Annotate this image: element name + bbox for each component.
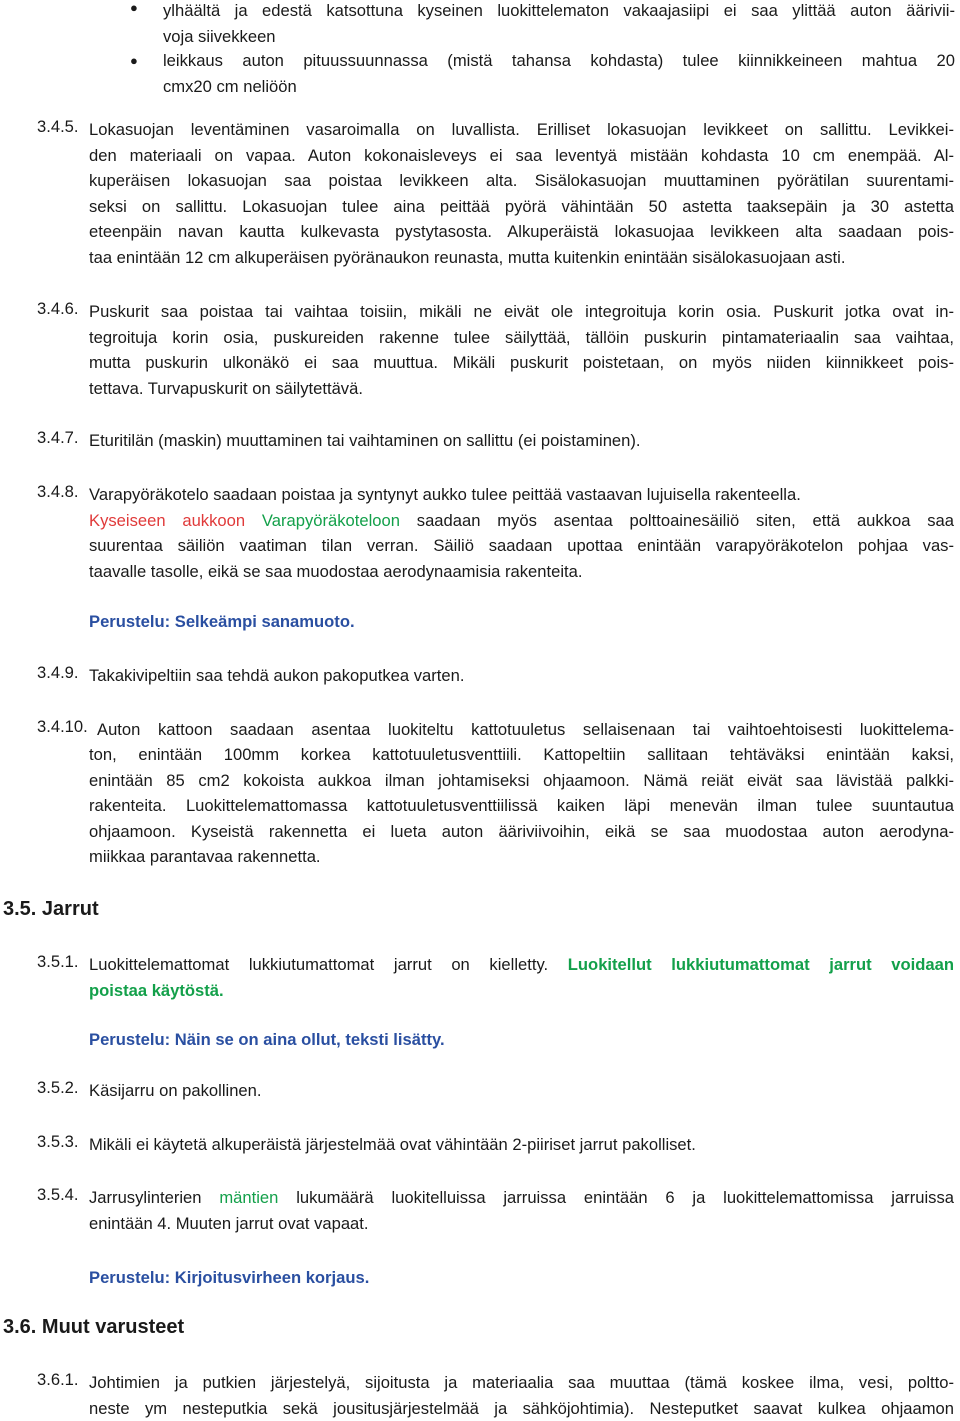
section-3-4-7-text: Eturitilän (maskin) muuttaminen tai vaihtaminen on sallittu (ei poistaminen). <box>89 431 641 450</box>
section-3-4-8-text: Varapyöräkotelo saadaan poistaa ja syntynyt aukko tulee peittää vastaavan lujuisella rakenteella. Kyseiseen aukkoon Varapyöräkoteloon saadaan myös asentaa polttoainesäiliö siten, että aukkoa saa suurentaa säiliön vaatiman tilan verran. Säiliö saadaan upottaa enintään varapyöräkotelon pohjaa vas- taavalle tasolle, eikä se saa muodostaa aerodynaamisia rakenteita. <box>89 485 954 581</box>
section-number: 3.4.8. <box>37 482 79 501</box>
bullet-item <box>0 48 960 100</box>
section-3-5-3-text: Mikäli ei käytetä alkuperäistä järjestelmää ovat vähintään 2-piiriset jarrut pakolliset. <box>89 1135 696 1154</box>
section-number: 3.5.3. <box>37 1132 79 1151</box>
rationale-note: Perustelu: Näin se on aina ollut, teksti lisätty. <box>89 1030 445 1049</box>
section-3-5-1-text: Luokittelemattomat lukkiutumattomat jarrut on kielletty. Luokitellut lukkiutumattomat jarrut voidaan poistaa käytöstä. <box>89 952 954 1003</box>
bullet-item <box>0 0 960 51</box>
deleted-text: Kyseiseen aukkoon <box>89 510 246 530</box>
inserted-text: Varapyöräkoteloon <box>261 510 400 530</box>
section-3-4-9-text: Takakivipeltiin saa tehdä aukon pakoputkea varten. <box>89 666 465 685</box>
section-3-4-10-text-cont: ton, enintään 100mm korkea kattotuuletusventtiili. Kattopeltiin sallitaan tehtäväksi enintään kaksi, enintään 85 cm2 kokoista aukkoa ilman johtamiseksi ohjaamoon. Nämä reiät eivät saa lävistää palkki- rakenteita. Luokittelemattomassa kattotuuletusventtiilissä kaiken läpi menevän ilman tulee suuntautua ohjaamoon. Kyseistä rakennetta ei lueta auton ääriviivoihin, eikä se saa muodostaa auton aerodyna- miikkaa parantavaa rakennetta. <box>89 745 954 867</box>
section-3-4-6-text: Puskurit saa poistaa tai vaihtaa toisiin, mikäli ne eivät ole integroituja korin osia. Puskurit jotka ovat in- tegroituja korin osia, puskureiden rakenne tulee säilyttää, tällöin puskurin pintamateriaalin saa vaihtaa, mutta puskurin ulkonäkö ei saa muuttua. Mikäli puskurit poistetaan, on myös niiden kiinnikkeet pois- tettava. Turvapuskurit on säilytettävä. <box>89 302 954 398</box>
rationale-note: Perustelu: Kirjoitusvirheen korjaus. <box>89 1268 370 1287</box>
section-number: 3.5.4. <box>37 1185 79 1204</box>
inserted-text: Luokitellut lukkiutumattomat jarrut voidaan <box>567 955 954 974</box>
section-number: 3.4.10. <box>37 717 88 736</box>
section-number: 3.4.7. <box>37 428 79 447</box>
inserted-text: mäntien <box>219 1188 279 1207</box>
inserted-text: poistaa käytöstä. <box>89 980 224 1000</box>
bullet-icon: ● <box>130 53 138 68</box>
section-number: 3.4.6. <box>37 299 79 318</box>
section-number: 3.6.1. <box>37 1370 79 1389</box>
bullet-text: ylhäältä ja edestä katsottuna kyseinen luokittelematon vakaajasiipi ei saa ylittää auton äärivii- voja siivekkeen <box>163 1 955 46</box>
section-number: 3.5.2. <box>37 1078 79 1097</box>
section-number: 3.4.5. <box>37 117 79 136</box>
section-3-4-5-text: Lokasuojan leventäminen vasaroimalla on luvallista. Erilliset lokasuojan levikkeet on sallittu. Levikkei- den materiaali on vapaa. Auton kokonaisleveys ei saa leventyä mistään kohdasta 10 cm enempää. Al- kuperäisen lokasuojan saa poistaa levikkeen alta. Sisälokasuojan muuttaminen pyörätilan suurentami- seksi on sallittu. Lokasuojan tulee aina peittää pyörä vähintään 50 astetta taaksepäin ja 30 astetta eteenpäin navan kautta kulkevasta pystytasosta. Alkuperäistä lokasuojaa levikkeen alta saadaan pois- taa enintään 12 cm alkuperäisen pyöränaukon reunasta, mutta kuitenkin enintään sisälokasuojaan asti. <box>89 120 954 267</box>
section-3-6-1-text: Johtimien ja putkien järjestelyä, sijoitusta ja materiaalia saa muuttaa (tämä koskee ilma, vesi, poltto- neste ym nesteputkia sekä jousitusjärjestelmää ja sähköjohtimia). Nesteputket saavat kulkea ohjaamon <box>89 1373 954 1418</box>
section-number: 3.4.9. <box>37 663 79 682</box>
section-3-5-2-text: Käsijarru on pakollinen. <box>89 1081 262 1100</box>
rationale-note: Perustelu: Selkeämpi sanamuoto. <box>89 612 355 631</box>
section-3-4-10-text: Auton kattoon saadaan asentaa luokiteltu kattotuuletus sellaisenaan tai vaihtoehtoisesti luokittelema- <box>97 720 954 739</box>
section-number: 3.5.1. <box>37 952 79 971</box>
bullet-icon: ● <box>130 0 138 15</box>
section-heading-3-6: 3.6. Muut varusteet <box>3 1316 185 1338</box>
section-heading-3-5: 3.5. Jarrut <box>3 898 99 920</box>
section-3-5-4-text: Jarrusylinterien mäntien lukumäärä luokitelluissa jarruissa enintään 6 ja luokittelemattomissa jarruissa enintään 4. Muuten jarrut ovat vapaat. <box>89 1188 954 1233</box>
bullet-text: leikkaus auton pituussuunnassa (mistä tahansa kohdasta) tulee kiinnikkeineen mahtua 20 cmx20 cm neliöön <box>163 51 955 96</box>
